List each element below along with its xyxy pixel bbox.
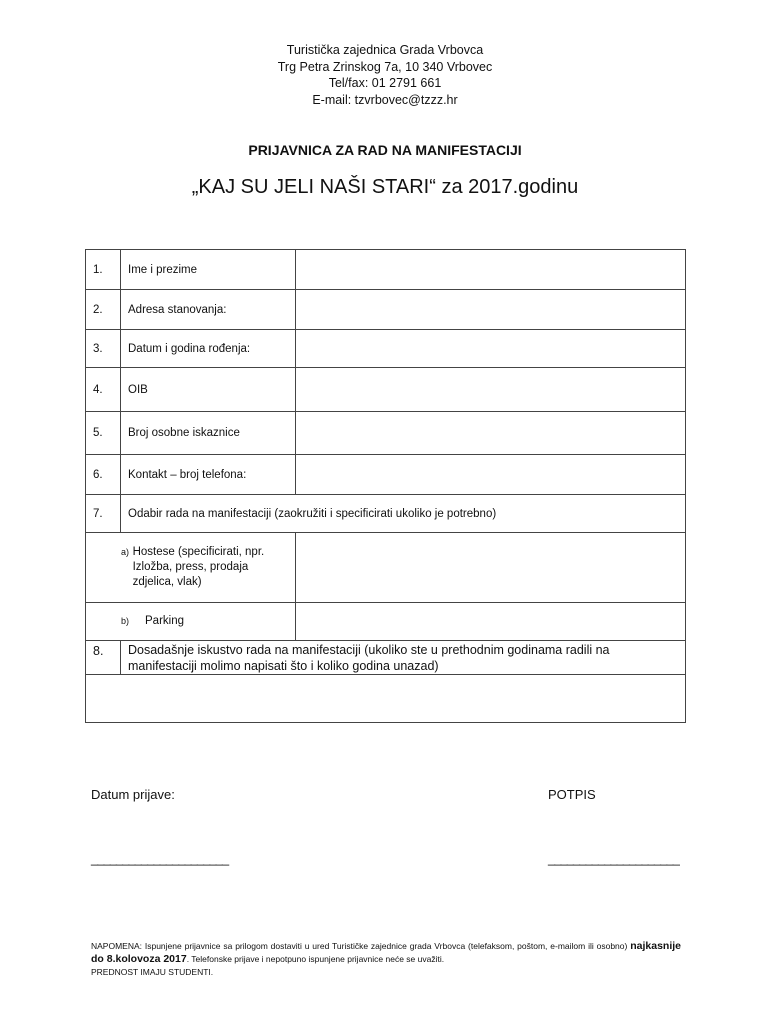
- row-number: 8.: [86, 641, 121, 675]
- row-label: Datum i godina rođenja:: [121, 330, 296, 368]
- option-parking[interactable]: [86, 603, 296, 641]
- row-label: Odabir rada na manifestaciji (zaokružiti i specificirati ukoliko je potrebno): [121, 495, 686, 533]
- form-row: [86, 330, 686, 368]
- form-row: [86, 455, 686, 495]
- form-row: [86, 368, 686, 412]
- date-line[interactable]: ______________________: [91, 851, 229, 866]
- oib-field[interactable]: [296, 368, 686, 412]
- date-label: Datum prijave:: [91, 787, 175, 802]
- application-form-table: [85, 249, 686, 723]
- option-letter: a): [121, 547, 130, 557]
- note-deadline: najkasnije do 8.kolovoza 2017: [91, 940, 681, 965]
- address-field[interactable]: [296, 290, 686, 330]
- birth-date-field[interactable]: [296, 330, 686, 368]
- event-title: „KAJ SU JELI NAŠI STARI“ za 2017.godinu: [191, 176, 579, 198]
- note-text-2: . Telefonske prijave i nepotpuno ispunjene prijavnice neće se uvažiti.: [186, 954, 445, 964]
- org-phone: Tel/fax: 01 2791 661: [328, 76, 442, 90]
- org-address: Trg Petra Zrinskog 7a, 10 340 Vrbovec: [277, 59, 493, 74]
- option-text: Parking: [145, 615, 184, 627]
- row-number: 6.: [86, 455, 121, 495]
- signature-label: POTPIS: [548, 787, 596, 802]
- id-card-field[interactable]: [296, 412, 686, 455]
- row-number: 7.: [86, 495, 121, 533]
- row-number: 5.: [86, 412, 121, 455]
- form-row: [86, 250, 686, 290]
- form-row: [86, 412, 686, 455]
- parking-spec-field[interactable]: [296, 603, 686, 641]
- option-row-parking: [86, 603, 686, 641]
- form-title: PRIJAVNICA ZA RAD NA MANIFESTACIJI: [248, 142, 522, 158]
- org-name: Turistička zajednica Grada Vrbovca: [286, 43, 484, 57]
- row-label: OIB: [121, 368, 296, 412]
- signature-line[interactable]: _____________________: [548, 851, 679, 866]
- form-row-work-selection: [86, 495, 686, 533]
- option-row-hostess: [86, 533, 686, 603]
- row-number: 1.: [86, 250, 121, 290]
- row-label: Ime i prezime: [121, 250, 296, 290]
- row-number: 2.: [86, 290, 121, 330]
- row-label: Kontakt – broj telefona:: [121, 455, 296, 495]
- experience-answer-row: [86, 675, 686, 723]
- experience-field[interactable]: [86, 675, 686, 723]
- row-label: Broj osobne iskaznice: [121, 412, 296, 455]
- option-hostess[interactable]: [86, 533, 296, 603]
- full-name-field[interactable]: [296, 250, 686, 290]
- form-row-experience: [86, 641, 686, 675]
- hostess-spec-field[interactable]: [296, 533, 686, 603]
- option-text: Hostese (specificirati, npr. Izložba, press, prodaja zdjelica, vlak): [132, 546, 265, 588]
- footnote: [91, 940, 681, 979]
- row-label: Dosadašnje iskustvo rada na manifestaciji (ukoliko ste u prethodnim godinama radili na manifestaciji molimo napisati što i koliko godina unazad): [121, 641, 686, 675]
- note-priority: PREDNOST IMAJU STUDENTI.: [91, 967, 214, 977]
- row-number: 3.: [86, 330, 121, 368]
- row-number: 4.: [86, 368, 121, 412]
- org-email: E-mail: tzvrbovec@tzzz.hr: [312, 92, 458, 107]
- phone-field[interactable]: [296, 455, 686, 495]
- note-text: NAPOMENA: Ispunjene prijavnice sa prilogom dostaviti u ured Turističke zajednice grada Vrbovca (telefaksom, poštom, e-mailom ili osobno): [91, 941, 628, 951]
- option-letter: b): [121, 616, 130, 626]
- row-label: Adresa stanovanja:: [121, 290, 296, 330]
- org-header: [0, 42, 770, 108]
- form-row: [86, 290, 686, 330]
